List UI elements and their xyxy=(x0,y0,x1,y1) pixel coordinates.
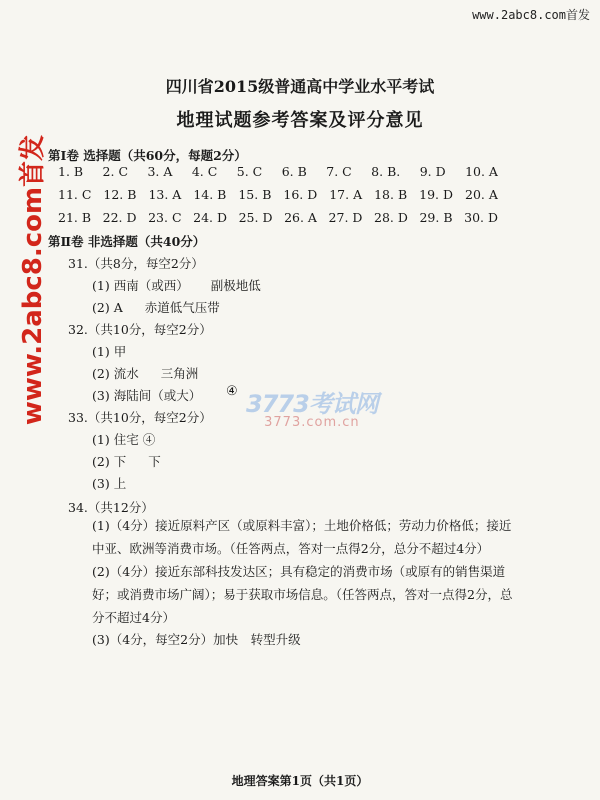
answer-text: 赤道低气压带 xyxy=(144,300,220,315)
mc-answer: 14. B xyxy=(193,187,227,202)
center-logo-text: 3773考试网 xyxy=(246,390,378,418)
mc-row-3 xyxy=(58,210,498,225)
q34-heading: 34.（共12分） xyxy=(68,500,154,515)
answer-text: 下 xyxy=(113,454,127,469)
mc-answer: 7. C xyxy=(326,164,352,179)
answer-text: 流水 xyxy=(113,366,139,381)
answer-text: 下 xyxy=(148,454,161,469)
mc-answer: 9. D xyxy=(419,164,446,179)
mc-answer: 13. A xyxy=(148,187,182,202)
q33-answer-3 xyxy=(92,474,126,492)
mc-row-2 xyxy=(58,187,498,202)
answer-text: 西南（或西） xyxy=(113,278,189,293)
mc-answer: 2. C xyxy=(102,164,129,179)
q33-answer-1 xyxy=(92,430,155,448)
mc-answer: 30. D xyxy=(464,210,498,225)
top-watermark: www.2abc8.com首发 xyxy=(472,8,590,22)
answer-label: (2) xyxy=(92,300,110,315)
answer-label: (1) xyxy=(92,344,110,359)
document-subtitle: 地理试题参考答案及评分意见 xyxy=(176,110,424,131)
q34-answer-3: (3)（4分，每空2分）加快 转型升级 xyxy=(92,632,301,647)
mc-row-1 xyxy=(58,164,498,179)
mc-answer: 4. C xyxy=(191,164,218,179)
q31-answer-1 xyxy=(92,276,261,294)
mc-answer: 28. D xyxy=(374,210,408,225)
center-watermark-logo xyxy=(246,384,378,430)
part1-heading: 第Ⅰ卷 选择题（共60分，每题2分） xyxy=(48,148,247,163)
answer-label: (2) xyxy=(92,366,110,381)
mc-answer: 26. A xyxy=(284,210,317,225)
answer-label: (2) xyxy=(92,454,110,469)
answer-text: 三角洲 xyxy=(160,366,199,381)
q32-heading: 32.（共10分，每空2分） xyxy=(68,322,212,337)
mc-answer: 27. D xyxy=(328,210,363,225)
mc-answer: 19. D xyxy=(419,187,454,202)
q33-answer-2 xyxy=(92,452,161,470)
answer-label: (1) xyxy=(92,432,110,447)
mc-answer: 24. D xyxy=(193,210,227,225)
side-watermark: www.2abc8.com首发 xyxy=(18,134,48,426)
answer-text: 上 xyxy=(113,476,127,491)
circled-score-mark: ④ xyxy=(226,384,238,399)
mc-answer: 10. A xyxy=(465,164,498,179)
answer-text: 海陆间（或大） xyxy=(113,388,202,403)
answer-text: 甲 xyxy=(113,344,127,359)
q32-answer-2 xyxy=(92,364,198,382)
mc-answer: 1. B xyxy=(58,164,84,179)
answer-label: (3) xyxy=(92,388,110,403)
mc-answer: 5. C xyxy=(236,164,263,179)
document-title: 四川省2015级普通高中学业水平考试 xyxy=(165,77,435,96)
q31-heading: 31.（共8分，每空2分） xyxy=(68,256,204,271)
mc-answer: 21. B xyxy=(58,210,92,225)
mc-answer: 23. C xyxy=(148,210,182,225)
mc-answer: 20. A xyxy=(465,187,498,202)
q32-answer-3 xyxy=(92,386,201,404)
mc-answer: 11. C xyxy=(58,187,92,202)
mc-answer: 18. B xyxy=(374,187,408,202)
circled-score-mark: ④ xyxy=(142,432,156,447)
mc-answer: 6. B xyxy=(281,164,307,179)
mc-answer: 3. A xyxy=(147,164,173,179)
answer-text: 副极地低 xyxy=(210,278,261,293)
answer-text: A xyxy=(113,300,123,315)
q31-answer-2 xyxy=(92,298,220,316)
center-logo-url: 3773.com.cn xyxy=(264,415,360,430)
answer-label: (1) xyxy=(92,278,110,293)
mc-answer: 17. A xyxy=(329,187,363,202)
q33-heading: 33.（共10分，每空2分） xyxy=(68,410,212,425)
answer-text: 住宅 xyxy=(113,432,139,447)
page-footer: 地理答案第1页（共1页） xyxy=(231,774,369,788)
part2-heading: 第Ⅱ卷 非选择题（共40分） xyxy=(48,234,206,249)
mc-answer: 15. B xyxy=(238,187,272,202)
mc-answer: 8. B. xyxy=(371,164,401,179)
q34-answer-1: (1)（4分）接近原料产区（或原料丰富）；土地价格低；劳动力价格低；接近中亚、欧洲等消费市场。（任答两点，答对一点得2分，总分不超过4分） xyxy=(92,518,512,556)
answer-label: (3) xyxy=(92,476,110,491)
mc-answer: 25. D xyxy=(238,210,273,225)
q32-answer-1 xyxy=(92,342,126,360)
mc-answer: 29. B xyxy=(419,210,453,225)
mc-answer: 22. D xyxy=(102,210,137,225)
mc-answer: 12. B xyxy=(103,187,137,202)
mc-answer: 16. D xyxy=(283,187,318,202)
q34-answer-2: (2)（4分）接近东部科技发达区；具有稳定的消费市场（或原有的销售渠道好；或消费市场广阔）；易于获取市场信息。（任答两点，答对一点得2分，总分不超过4分） xyxy=(92,564,513,625)
